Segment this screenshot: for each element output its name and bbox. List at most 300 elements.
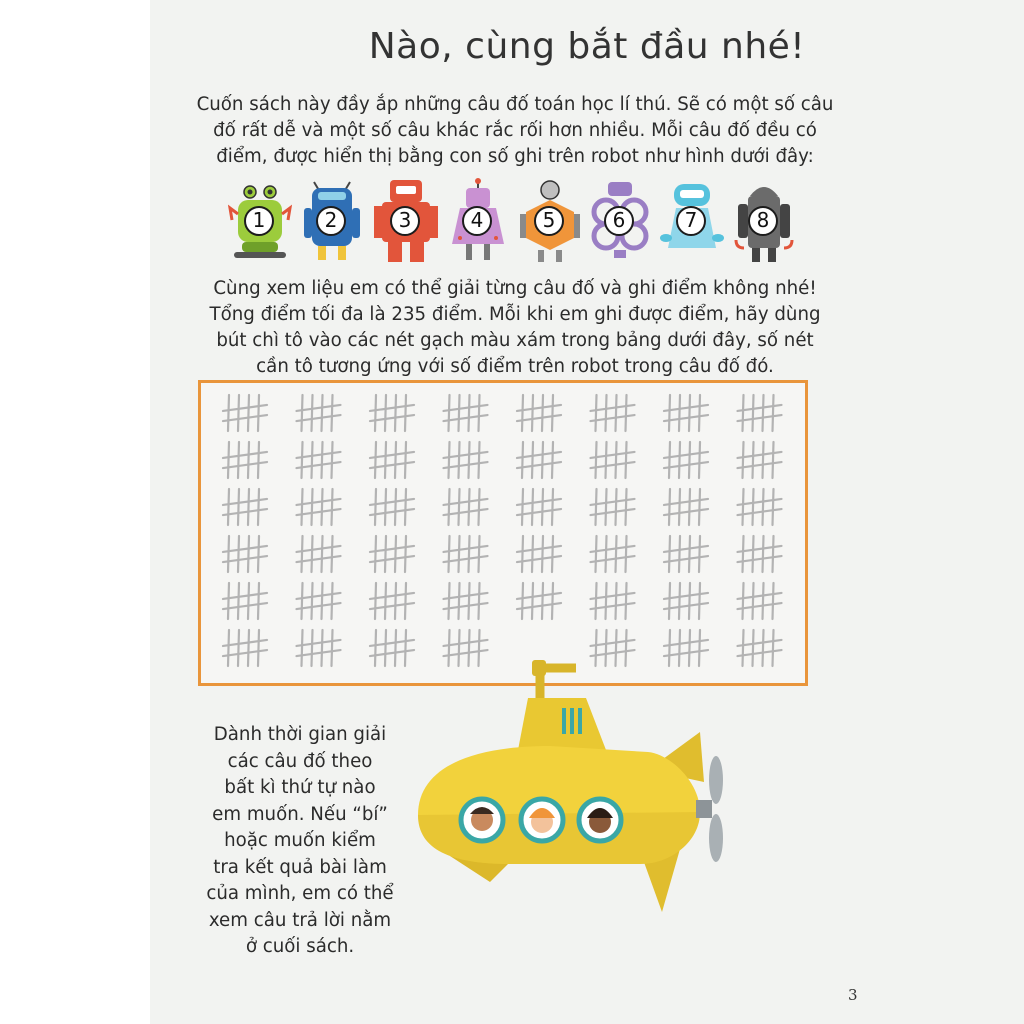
tally-stroke — [312, 583, 313, 619]
tip-line: Dành thời gian giải — [213, 724, 387, 745]
tally-stroke — [479, 583, 480, 619]
tally-group[interactable] — [517, 395, 561, 431]
robot-3 — [374, 178, 438, 268]
submarine-illustration — [400, 650, 740, 920]
tally-cross-stroke — [517, 603, 561, 609]
tally-stroke — [616, 536, 617, 572]
tally-stroke — [302, 630, 303, 666]
tally-cross-stroke — [591, 603, 635, 609]
tally-stroke — [312, 442, 313, 478]
tally-cross-stroke — [444, 556, 488, 562]
tally-stroke — [522, 489, 523, 525]
tally-stroke — [606, 536, 607, 572]
tally-stroke — [322, 536, 323, 572]
tally-stroke — [532, 442, 533, 478]
instruction-line: bút chì tô vào các nét gạch màu xám trong bảng dưới đây, số nét — [216, 330, 814, 351]
tally-stroke — [699, 395, 700, 431]
tally-stroke — [258, 395, 259, 431]
tally-stroke — [302, 442, 303, 478]
robot-8 — [732, 178, 796, 268]
tally-group[interactable] — [223, 442, 267, 478]
tally-stroke — [375, 395, 376, 431]
tally-group[interactable] — [517, 583, 561, 619]
tally-stroke — [332, 536, 333, 572]
instruction-line: Tổng điểm tối đa là 235 điểm. Mỗi khi em ghi được điểm, hãy dùng — [209, 304, 821, 325]
tally-stroke — [332, 630, 333, 666]
tally-cross-stroke — [297, 509, 341, 515]
tally-stroke — [542, 442, 543, 478]
tally-stroke — [385, 442, 386, 478]
tally-group[interactable] — [297, 489, 341, 525]
tally-stroke — [405, 442, 406, 478]
tally-stroke — [459, 442, 460, 478]
tally-stroke — [375, 442, 376, 478]
tip-line: ở cuối sách. — [245, 936, 355, 957]
tally-stroke — [753, 489, 754, 525]
tally-stroke — [459, 395, 460, 431]
tally-stroke — [606, 442, 607, 478]
tally-stroke — [522, 536, 523, 572]
tally-stroke — [743, 536, 744, 572]
tally-stroke — [375, 489, 376, 525]
tally-group[interactable] — [664, 442, 708, 478]
tally-group[interactable] — [444, 583, 488, 619]
tally-stroke — [479, 395, 480, 431]
tally-group[interactable] — [223, 630, 267, 666]
tip-line: bất kì thứ tự nào — [224, 777, 376, 798]
tally-stroke — [596, 489, 597, 525]
tally-group[interactable] — [223, 583, 267, 619]
tally-stroke — [616, 583, 617, 619]
tally-group[interactable] — [370, 536, 414, 572]
page-title: Nào, cùng bắt đầu nhé! — [368, 26, 806, 67]
tally-stroke — [743, 489, 744, 525]
tally-stroke — [679, 536, 680, 572]
tally-stroke — [469, 395, 470, 431]
tally-stroke — [542, 536, 543, 572]
page-number: 3 — [848, 986, 858, 1004]
tally-stroke — [689, 583, 690, 619]
tally-stroke — [542, 489, 543, 525]
tally-cross-stroke — [223, 650, 267, 656]
tally-stroke — [532, 489, 533, 525]
tally-stroke — [258, 489, 259, 525]
tally-cross-stroke — [223, 509, 267, 515]
tally-stroke — [228, 442, 229, 478]
tally-group[interactable] — [370, 489, 414, 525]
tally-group[interactable] — [664, 536, 708, 572]
tally-stroke — [689, 395, 690, 431]
tally-stroke — [773, 395, 774, 431]
tally-cross-stroke — [517, 556, 561, 562]
tip-line: em muốn. Nếu “bí” — [212, 803, 388, 825]
tally-group[interactable] — [738, 489, 782, 525]
tally-stroke — [385, 583, 386, 619]
tally-stroke — [479, 536, 480, 572]
tally-stroke — [616, 442, 617, 478]
tally-stroke — [626, 583, 627, 619]
tally-stroke — [479, 489, 480, 525]
tally-stroke — [322, 489, 323, 525]
tally-stroke — [332, 395, 333, 431]
tally-stroke — [332, 583, 333, 619]
tally-stroke — [258, 630, 259, 666]
tally-stroke — [469, 489, 470, 525]
tally-stroke — [322, 442, 323, 478]
tally-stroke — [459, 489, 460, 525]
tally-stroke — [699, 489, 700, 525]
tally-stroke — [532, 583, 533, 619]
tally-stroke — [542, 583, 543, 619]
robot-7-score: 7 — [676, 206, 706, 236]
tally-stroke — [449, 489, 450, 525]
tally-stroke — [669, 536, 670, 572]
tally-stroke — [302, 395, 303, 431]
tally-stroke — [385, 536, 386, 572]
tally-stroke — [626, 536, 627, 572]
tally-group[interactable] — [223, 395, 267, 431]
tally-group[interactable] — [738, 630, 782, 666]
tally-stroke — [322, 630, 323, 666]
tally-stroke — [238, 442, 239, 478]
tally-stroke — [322, 395, 323, 431]
robot-3-score: 3 — [390, 206, 420, 236]
tally-stroke — [753, 442, 754, 478]
tally-stroke — [522, 583, 523, 619]
tally-group[interactable] — [591, 536, 635, 572]
tally-stroke — [322, 583, 323, 619]
tally-group[interactable] — [297, 395, 341, 431]
tally-group[interactable] — [591, 395, 635, 431]
tally-cross-stroke — [444, 509, 488, 515]
tally-stroke — [689, 489, 690, 525]
tally-stroke — [679, 489, 680, 525]
tally-stroke — [596, 442, 597, 478]
robot-4 — [446, 178, 510, 268]
tally-group[interactable] — [444, 489, 488, 525]
tally-group[interactable] — [664, 395, 708, 431]
tally-stroke — [228, 489, 229, 525]
robot-6 — [588, 178, 652, 268]
tally-group[interactable] — [223, 489, 267, 525]
tally-stroke — [763, 630, 764, 666]
tally-stroke — [763, 489, 764, 525]
robot-8-score: 8 — [748, 206, 778, 236]
tally-stroke — [228, 630, 229, 666]
tally-group[interactable] — [517, 489, 561, 525]
tally-group[interactable] — [223, 536, 267, 572]
tally-stroke — [542, 395, 543, 431]
tally-cross-stroke — [223, 462, 267, 468]
tally-cross-stroke — [591, 509, 635, 515]
tally-stroke — [743, 442, 744, 478]
tally-stroke — [552, 442, 553, 478]
tally-group[interactable] — [591, 583, 635, 619]
tally-stroke — [479, 442, 480, 478]
tally-stroke — [753, 630, 754, 666]
tally-stroke — [459, 583, 460, 619]
tally-stroke — [763, 583, 764, 619]
tally-stroke — [312, 395, 313, 431]
tally-group[interactable] — [297, 630, 341, 666]
tally-group[interactable] — [444, 536, 488, 572]
tally-stroke — [405, 583, 406, 619]
tally-stroke — [385, 395, 386, 431]
tally-cross-stroke — [223, 603, 267, 609]
tally-cross-stroke — [738, 556, 782, 562]
tally-stroke — [773, 583, 774, 619]
tally-cross-stroke — [223, 556, 267, 562]
tally-cross-stroke — [297, 650, 341, 656]
tally-stroke — [743, 583, 744, 619]
tally-stroke — [312, 536, 313, 572]
tally-stroke — [753, 395, 754, 431]
tally-group[interactable] — [738, 442, 782, 478]
intro-paragraph — [190, 92, 840, 170]
tally-cross-stroke — [517, 415, 561, 421]
robot-7 — [660, 178, 724, 268]
tally-cross-stroke — [664, 603, 708, 609]
tally-stroke — [469, 536, 470, 572]
tally-stroke — [753, 536, 754, 572]
tip-line: tra kết quả bài làm — [213, 856, 387, 878]
tally-group[interactable] — [738, 536, 782, 572]
instruction-line: Cùng xem liệu em có thể giải từng câu đố và ghi điểm không nhé! — [213, 278, 817, 299]
tally-stroke — [753, 583, 754, 619]
tally-stroke — [606, 395, 607, 431]
tally-stroke — [679, 395, 680, 431]
tally-group[interactable] — [297, 536, 341, 572]
tally-cross-stroke — [517, 462, 561, 468]
tally-cross-stroke — [370, 603, 414, 609]
tally-stroke — [395, 395, 396, 431]
tally-cross-stroke — [664, 462, 708, 468]
tally-stroke — [248, 442, 249, 478]
submarine-icon — [400, 650, 740, 920]
tally-stroke — [395, 536, 396, 572]
tally-stroke — [449, 583, 450, 619]
tally-stroke — [228, 536, 229, 572]
robot-row — [228, 178, 788, 268]
tally-cross-stroke — [738, 509, 782, 515]
robot-1 — [228, 178, 292, 268]
tally-stroke — [669, 583, 670, 619]
tally-cross-stroke — [738, 462, 782, 468]
tally-cross-stroke — [370, 462, 414, 468]
tally-group[interactable] — [591, 489, 635, 525]
tally-group[interactable] — [444, 395, 488, 431]
tally-stroke — [669, 489, 670, 525]
tally-stroke — [626, 395, 627, 431]
robot-1-score: 1 — [244, 206, 274, 236]
tally-stroke — [669, 395, 670, 431]
tally-stroke — [312, 630, 313, 666]
tally-stroke — [248, 630, 249, 666]
tip-paragraph — [190, 722, 410, 961]
tally-stroke — [743, 395, 744, 431]
tally-cross-stroke — [664, 509, 708, 515]
tally-stroke — [302, 536, 303, 572]
tally-stroke — [258, 583, 259, 619]
tally-stroke — [385, 489, 386, 525]
tally-stroke — [522, 442, 523, 478]
tally-group[interactable] — [517, 442, 561, 478]
tally-stroke — [552, 536, 553, 572]
tally-stroke — [238, 395, 239, 431]
tally-stroke — [238, 583, 239, 619]
robot-2-score: 2 — [316, 206, 346, 236]
tally-stroke — [596, 536, 597, 572]
tally-cross-stroke — [297, 603, 341, 609]
tally-stroke — [395, 489, 396, 525]
tally-chart — [198, 380, 808, 686]
tally-stroke — [248, 536, 249, 572]
tally-stroke — [459, 536, 460, 572]
tally-stroke — [395, 630, 396, 666]
tally-cross-stroke — [444, 462, 488, 468]
tally-stroke — [228, 583, 229, 619]
tally-cross-stroke — [738, 415, 782, 421]
tally-stroke — [469, 442, 470, 478]
tally-stroke — [449, 536, 450, 572]
tally-cross-stroke — [591, 556, 635, 562]
tally-group[interactable] — [738, 395, 782, 431]
tally-cross-stroke — [297, 556, 341, 562]
tally-cross-stroke — [444, 415, 488, 421]
intro-line: Cuốn sách này đầy ắp những câu đố toán học lí thú. Sẽ có một số câu — [196, 94, 834, 115]
robot-5-score: 5 — [534, 206, 564, 236]
tally-group[interactable] — [297, 583, 341, 619]
tally-cross-stroke — [738, 603, 782, 609]
tally-stroke — [773, 442, 774, 478]
tally-stroke — [679, 583, 680, 619]
tally-stroke — [375, 630, 376, 666]
tally-stroke — [763, 536, 764, 572]
robot-6-score: 6 — [604, 206, 634, 236]
tally-cross-stroke — [664, 556, 708, 562]
tally-stroke — [773, 489, 774, 525]
tally-cross-stroke — [297, 462, 341, 468]
tally-cross-stroke — [591, 462, 635, 468]
tally-stroke — [552, 583, 553, 619]
tally-group[interactable] — [370, 583, 414, 619]
tally-stroke — [238, 536, 239, 572]
tally-stroke — [248, 489, 249, 525]
tally-stroke — [258, 442, 259, 478]
tally-cross-stroke — [664, 415, 708, 421]
tally-cross-stroke — [223, 415, 267, 421]
tally-cross-stroke — [370, 556, 414, 562]
tally-stroke — [532, 536, 533, 572]
tally-stroke — [596, 395, 597, 431]
tally-stroke — [606, 583, 607, 619]
tip-line: các câu đố theo — [227, 750, 373, 772]
tally-stroke — [405, 489, 406, 525]
tally-stroke — [312, 489, 313, 525]
tally-stroke — [532, 395, 533, 431]
tally-stroke — [552, 395, 553, 431]
tally-stroke — [395, 583, 396, 619]
tally-marks — [201, 383, 805, 683]
robot-2 — [300, 178, 364, 268]
tally-stroke — [469, 583, 470, 619]
intro-line: đố rất dễ và một số câu khác rắc rối hơn nhiều. Mỗi câu đố đều có — [213, 120, 817, 141]
tally-cross-stroke — [517, 509, 561, 515]
tally-group[interactable] — [664, 583, 708, 619]
tally-group[interactable] — [444, 442, 488, 478]
tally-stroke — [385, 630, 386, 666]
tally-stroke — [616, 489, 617, 525]
tally-cross-stroke — [297, 415, 341, 421]
tally-stroke — [248, 583, 249, 619]
tally-stroke — [449, 395, 450, 431]
robot-5 — [518, 178, 582, 268]
tally-stroke — [626, 442, 627, 478]
tally-stroke — [596, 583, 597, 619]
tally-stroke — [699, 583, 700, 619]
tally-stroke — [522, 395, 523, 431]
tally-stroke — [699, 442, 700, 478]
tally-stroke — [405, 536, 406, 572]
tip-line: hoặc muốn kiểm — [224, 830, 376, 851]
tally-stroke — [332, 489, 333, 525]
tally-group[interactable] — [664, 489, 708, 525]
tally-stroke — [689, 442, 690, 478]
tally-stroke — [332, 442, 333, 478]
tally-stroke — [375, 583, 376, 619]
tally-stroke — [669, 442, 670, 478]
instruction-line: cần tô tương ứng với số điểm trên robot trong câu đố đó. — [256, 356, 774, 377]
tally-stroke — [689, 536, 690, 572]
tip-line: xem câu trả lời nằm — [208, 909, 392, 931]
tally-stroke — [302, 489, 303, 525]
tally-stroke — [616, 395, 617, 431]
tally-stroke — [228, 395, 229, 431]
tally-stroke — [375, 536, 376, 572]
tally-stroke — [258, 536, 259, 572]
tally-cross-stroke — [370, 509, 414, 515]
tally-stroke — [302, 583, 303, 619]
tally-stroke — [679, 442, 680, 478]
tally-group[interactable] — [370, 395, 414, 431]
tally-stroke — [395, 442, 396, 478]
tally-cross-stroke — [444, 603, 488, 609]
intro-line: điểm, được hiển thị bằng con số ghi trên robot như hình dưới đây: — [216, 146, 814, 167]
tip-line: của mình, em có thể — [206, 883, 394, 904]
tally-stroke — [699, 536, 700, 572]
tally-stroke — [763, 442, 764, 478]
tally-group[interactable] — [591, 442, 635, 478]
tally-stroke — [552, 489, 553, 525]
tally-stroke — [743, 630, 744, 666]
tally-stroke — [773, 630, 774, 666]
tally-group[interactable] — [370, 442, 414, 478]
tally-stroke — [449, 442, 450, 478]
tally-stroke — [763, 395, 764, 431]
tally-group[interactable] — [297, 442, 341, 478]
tally-stroke — [238, 489, 239, 525]
tally-stroke — [248, 395, 249, 431]
tally-stroke — [626, 489, 627, 525]
tally-stroke — [238, 630, 239, 666]
tally-cross-stroke — [591, 415, 635, 421]
tally-group[interactable] — [738, 583, 782, 619]
tally-cross-stroke — [738, 650, 782, 656]
instruction-paragraph — [190, 276, 840, 380]
tally-group[interactable] — [517, 536, 561, 572]
tally-stroke — [773, 536, 774, 572]
tally-stroke — [405, 395, 406, 431]
